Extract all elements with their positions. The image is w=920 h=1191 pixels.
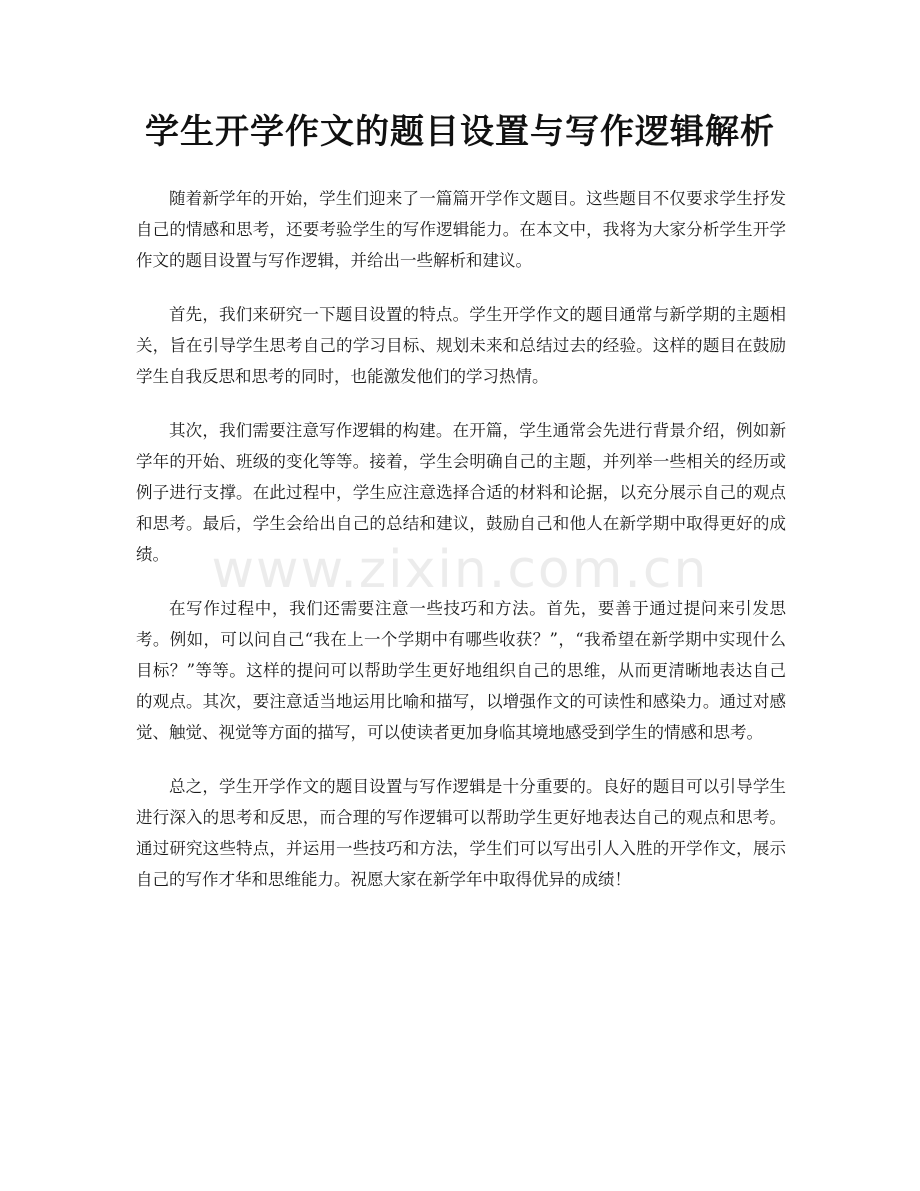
paragraph-2: 首先，我们来研究一下题目设置的特点。学生开学作文的题目通常与新学期的主题相关，旨在引导学生思考自己的学习目标、规划未来和总结过去的经验。这样的题目在鼓励学生自我反思和思考的同时，也能激发他们的学习热情。 [136, 305, 786, 386]
paragraph-3: 其次，我们需要注意写作逻辑的构建。在开篇，学生通常会先进行背景介绍，例如新学年的开始、班级的变化等等。接着，学生会明确自己的主题，并列举一些相关的经历或例子进行支撑。在此过程中，学生应注意选择合适的材料和论据，以充分展示自己的观点和思考。最后，学生会给出自己的总结和建议，鼓励自己和他人在新学期中取得更好的成绩。 [136, 421, 786, 564]
paragraph-4: 在写作过程中，我们还需要注意一些技巧和方法。首先，要善于通过提问来引发思考。例如，可以问自己“我在上一个学期中有哪些收获？”，“我希望在新学期中实现什么目标？”等等。这样的提问可以帮助学生更好地组织自己的思维，从而更清晰地表达自己的观点。其次，要注意适当地运用比喻和描写，以增强作文的可读性和感染力。通过对感觉、触觉、视觉等方面的描写，可以使读者更加身临其境地感受到学生的情感和思考。 [136, 599, 786, 742]
paragraph-1: 随着新学年的开始，学生们迎来了一篇篇开学作文题目。这些题目不仅要求学生抒发自己的情感和思考，还要考验学生的写作逻辑能力。在本文中，我将为大家分析学生开学作文的题目设置与写作逻辑，并给出一些解析和建议。 [136, 189, 786, 270]
document-body [136, 183, 786, 918]
paragraph-5: 总之，学生开学作文的题目设置与写作逻辑是十分重要的。良好的题目可以引导学生进行深入的思考和反思，而合理的写作逻辑可以帮助学生更好地表达自己的观点和思考。通过研究这些特点，并运用一些技巧和方法，学生们可以写出引人入胜的开学作文，展示自己的写作才华和思维能力。祝愿大家在新学年中取得优异的成绩！ [136, 777, 786, 889]
watermark: www.zixin.com.cn [211, 540, 709, 600]
document-title: 学生开学作文的题目设置与写作逻辑解析 [145, 112, 775, 152]
